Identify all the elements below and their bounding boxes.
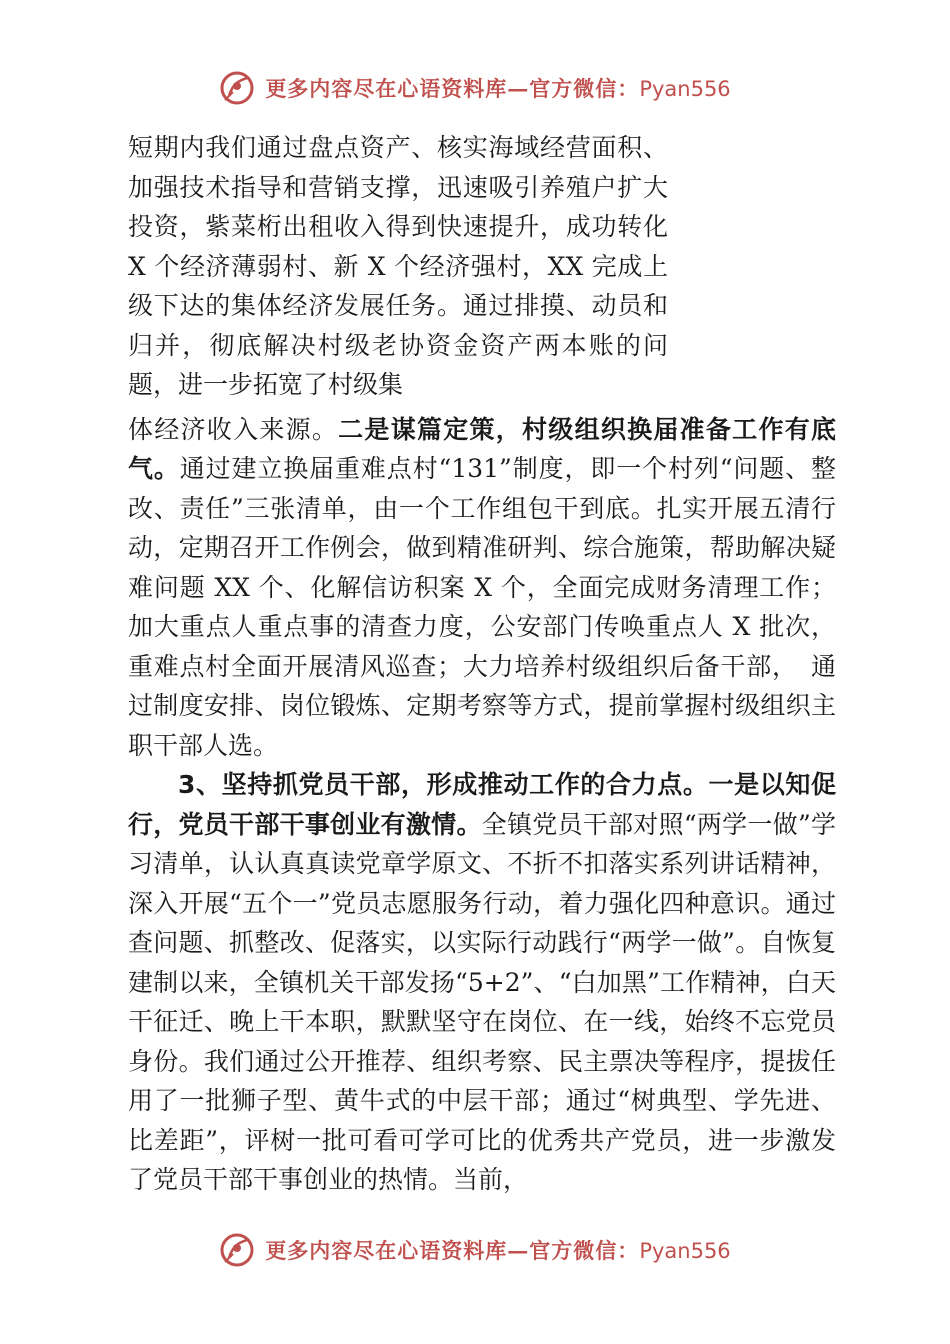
banner-text xyxy=(265,73,730,103)
banner-text xyxy=(265,1235,730,1265)
header-banner xyxy=(0,70,950,114)
paragraph-2-heading: 二是谋篇定策，村级组织换届准备工作有底气。 xyxy=(128,414,836,483)
footer-banner xyxy=(0,1232,950,1276)
banner-label: 更多内容尽在心语资料库—官方微信： xyxy=(265,1238,640,1263)
paragraph-1 xyxy=(128,128,668,405)
flower-logo-icon xyxy=(219,70,255,106)
document-body xyxy=(128,128,836,1200)
paragraph-2-lead: 体经济收入来源。 xyxy=(128,414,339,444)
banner-label: 更多内容尽在心语资料库—官方微信： xyxy=(265,76,640,101)
banner-handle: Pyan556 xyxy=(639,1239,731,1263)
paragraph-3 xyxy=(128,765,836,1200)
paragraph-2-text: 通过建立换届重难点村“131”制度，即一个村列“问题、整改、责任”三张清单，由一个工作组包干到底。扎实开展五清行动，定期召开工作例会，做到精准研判、综合施策，帮助解决疑难问题 XX 个、化解信访积案 X 个，全面完成财务清理工作；加大重点人重点事的清查力度，公安部门传唤重点人 X 批次，重难点村全面开展清风巡查；大力培养村级组织后备干部， 通过制度安排、岗位锻炼、定期考察等方式，提前掌握村级组织主职干部人选。 xyxy=(128,454,836,760)
flower-logo-icon xyxy=(219,1232,255,1268)
paragraph-3-heading: 3、坚持抓党员干部，形成推动工作的合力点。一是以知促行，党员干部干事创业有激情。 xyxy=(128,770,836,839)
paragraph-1-text: 短期内我们通过盘点资产、核实海域经营面积、加强技术指导和营销支撑，迅速吸引养殖户扩大投资，紫菜桁出租收入得到快速提升，成功转化 X 个经济薄弱村、新 X 个经济强村，XX 完成上级下达的集体经济发展任务。通过排摸、动员和归并，彻底解决村级老协资金资产两本账的问题，进一步拓宽了村级集 xyxy=(128,133,668,399)
paragraph-2 xyxy=(128,410,836,766)
banner-handle: Pyan556 xyxy=(639,77,731,101)
paragraph-3-text: 全镇党员干部对照“两学一做”学习清单，认认真真读党章学原文、不折不扣落实系列讲话精神，深入开展“五个一”党员志愿服务行动，着力强化四种意识。通过查问题、抓整改、促落实，以实际行动践行“两学一做”。自恢复建制以来，全镇机关干部发扬“5+2”、“白加黑”工作精神，白天干征迁、晚上干本职，默默坚守在岗位、在一线，始终不忘党员身份。我们通过公开推荐、组织考察、民主票决等程序，提拔任用了一批狮子型、黄牛式的中层干部；通过“树典型、学先进、比差距”，评树一批可看可学可比的优秀共产党员，进一步激发了党员干部干事创业的热情。当前， xyxy=(128,809,836,1194)
